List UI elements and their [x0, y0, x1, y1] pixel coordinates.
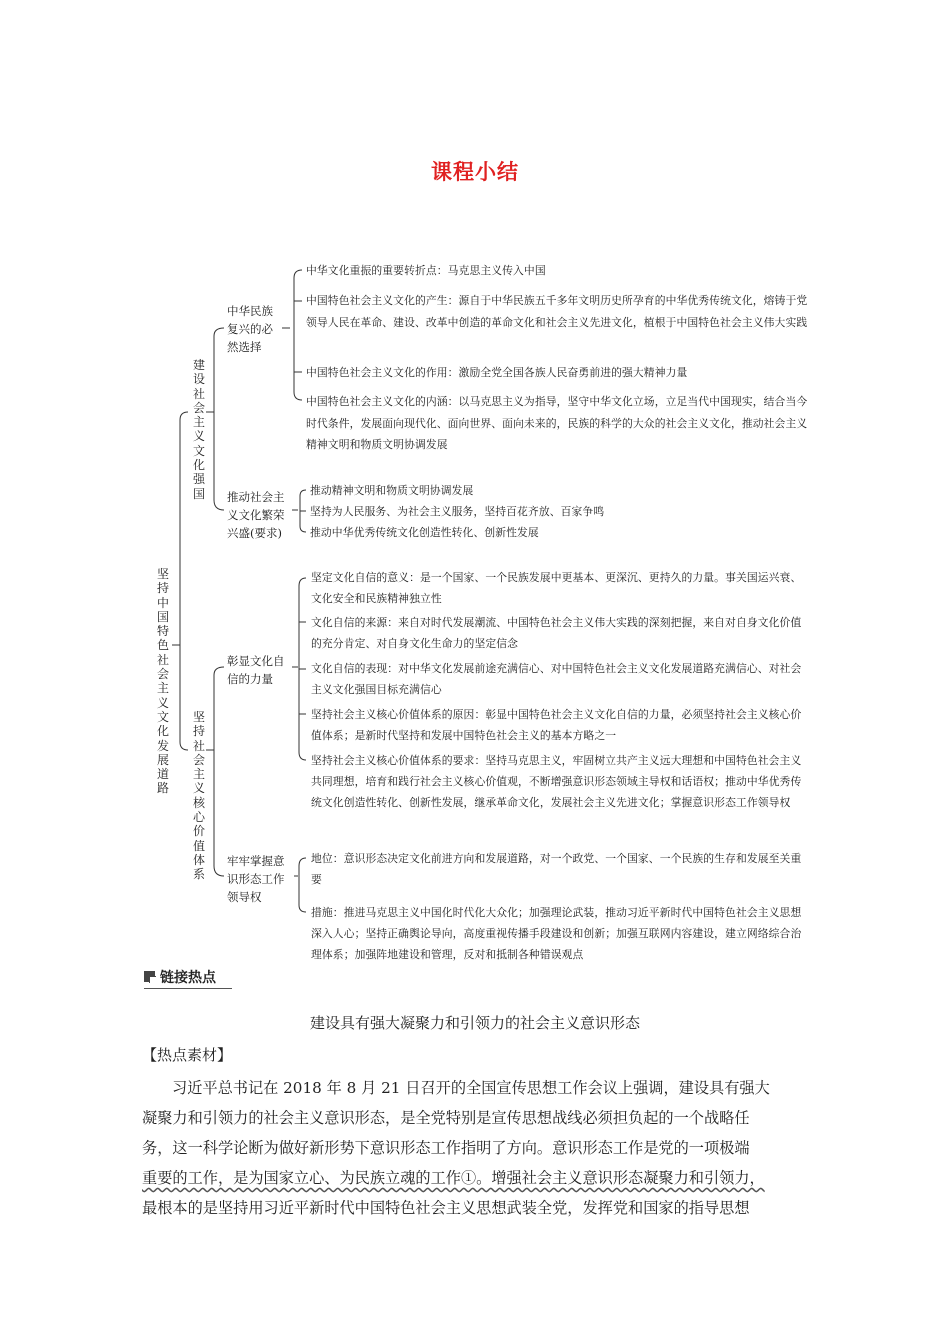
paragraph-line: 最根本的是坚持用习近平新时代中国特色社会主义思想武装全党，发挥党和国家的指导思想 — [142, 1199, 750, 1217]
list-item: 中国特色社会主义文化的产生：源自于中华民族五千多年文明历史所孕育的中华优秀传统文化，熔铸于党领导人民在革命、建设、改革中创造的革命文化和社会主义先进文化，植根于中国特色社会主义伟大实践 — [306, 294, 808, 329]
node-inevitable-choice: 中华民族复兴的必然选择 — [227, 304, 273, 354]
branch-build-culture-power: 建设社会主义文化强国 — [192, 358, 205, 501]
section-header — [144, 966, 232, 992]
hot-material-tag: 【热点素材】 — [142, 1046, 233, 1064]
list-item: 推动中华优秀传统文化创造性转化、创新性发展 — [310, 526, 539, 539]
paragraph-line: 习近平总书记在 2018 年 8 月 21 日召开的全国宣传思想工作会议上强调，建设具有强大 — [172, 1079, 770, 1097]
list-item: 中国特色社会主义文化的作用：激励全党全国各族人民奋勇前进的强大精神力量 — [306, 366, 688, 379]
paragraph-line: 凝聚力和引领力的社会主义意识形态，是全党特别是宣传思想战线必须担负起的一个战略任 — [142, 1109, 750, 1127]
paragraph-line: 重要的工作，是为国家立心、为民族立魂的工作①。增强社会主义意识形态凝聚力和引领力， — [142, 1169, 765, 1187]
list-item: 文化自信的来源：来自对时代发展潮流、中国特色社会主义伟大实践的深刻把握，来自对自身文化价值的充分肯定、对自身文化生命力的坚定信念 — [311, 616, 802, 650]
section-header-rule — [144, 988, 232, 989]
page-title: 课程小结 — [431, 160, 519, 184]
paragraph-line: 务，这一科学论断为做好新形势下意识形态工作指明了方向。意识形态工作是党的一项极端 — [142, 1139, 750, 1157]
list-item: 中华文化重振的重要转折点：马克思主义传入中国 — [306, 264, 546, 277]
list-item: 坚持为人民服务、为社会主义服务，坚持百花齐放、百家争鸣 — [310, 505, 605, 518]
node-culture-prosperity: 推动社会主义文化繁荣兴盛(要求) — [227, 490, 285, 540]
list-item: 中国特色社会主义文化的内涵：以马克思主义为指导，坚守中华文化立场，立足当代中国现实，结合当今时代条件，发展面向现代化、面向世界、面向未来的，民族的科学的大众的社会主义文化，推动社会主义精神文明和物质文明协调发展 — [306, 395, 808, 451]
list-item: 推动精神文明和物质文明协调发展 — [310, 484, 474, 497]
root-node: 坚持中国特色社会主义文化发展道路 — [156, 567, 169, 796]
list-item: 地位：意识形态决定文化前进方向和发展道路，对一个政党、一个国家、一个民族的生存和发展至关重要 — [311, 852, 802, 886]
body-paragraph — [142, 1073, 812, 1223]
section-marker-icon-inner — [149, 976, 156, 983]
list-item: 坚定文化自信的意义：是一个国家、一个民族发展中更基本、更深沉、更持久的力量。事关国运兴衰、文化安全和民族精神独立性 — [311, 571, 802, 605]
list-item: 坚持社会主义核心价值体系的要求：坚持马克思主义，牢固树立共产主义远大理想和中国特色社会主义共同理想，培育和践行社会主义核心价值观，不断增强意识形态领域主导权和话语权；推动中华优秀传统文化创造性转化、创新性发展，继承革命文化，发展社会主义先进文化；掌握意识形态工作领导权 — [311, 754, 802, 809]
node-cultural-confidence: 彰显文化自信的力量 — [227, 654, 285, 686]
branch-core-value-system: 坚持社会主义核心价值体系 — [192, 710, 205, 882]
section-header-label: 链接热点 — [160, 970, 216, 986]
list-item: 措施：推进马克思主义中国化时代化大众化；加强理论武装，推动习近平新时代中国特色社会主义思想深入人心；坚持正确舆论导向，高度重视传播手段建设和创新；加强互联网内容建设，建立网络综合治理体系；加强阵地建设和管理，反对和抵制各种错误观点 — [311, 906, 802, 961]
node-ideology-leadership: 牢牢掌握意识形态工作领导权 — [227, 854, 285, 904]
list-item: 文化自信的表现：对中华文化发展前途充满信心、对中国特色社会主义文化发展道路充满信心、对社会主义文化强国目标充满信心 — [311, 662, 802, 696]
section-subtitle: 建设具有强大凝聚力和引领力的社会主义意识形态 — [309, 1014, 640, 1032]
list-item: 坚持社会主义核心价值体系的原因：彰显中国特色社会主义文化自信的力量，必须坚持社会主义核心价值体系；是新时代坚持和发展中国特色社会主义的基本方略之一 — [311, 708, 802, 742]
